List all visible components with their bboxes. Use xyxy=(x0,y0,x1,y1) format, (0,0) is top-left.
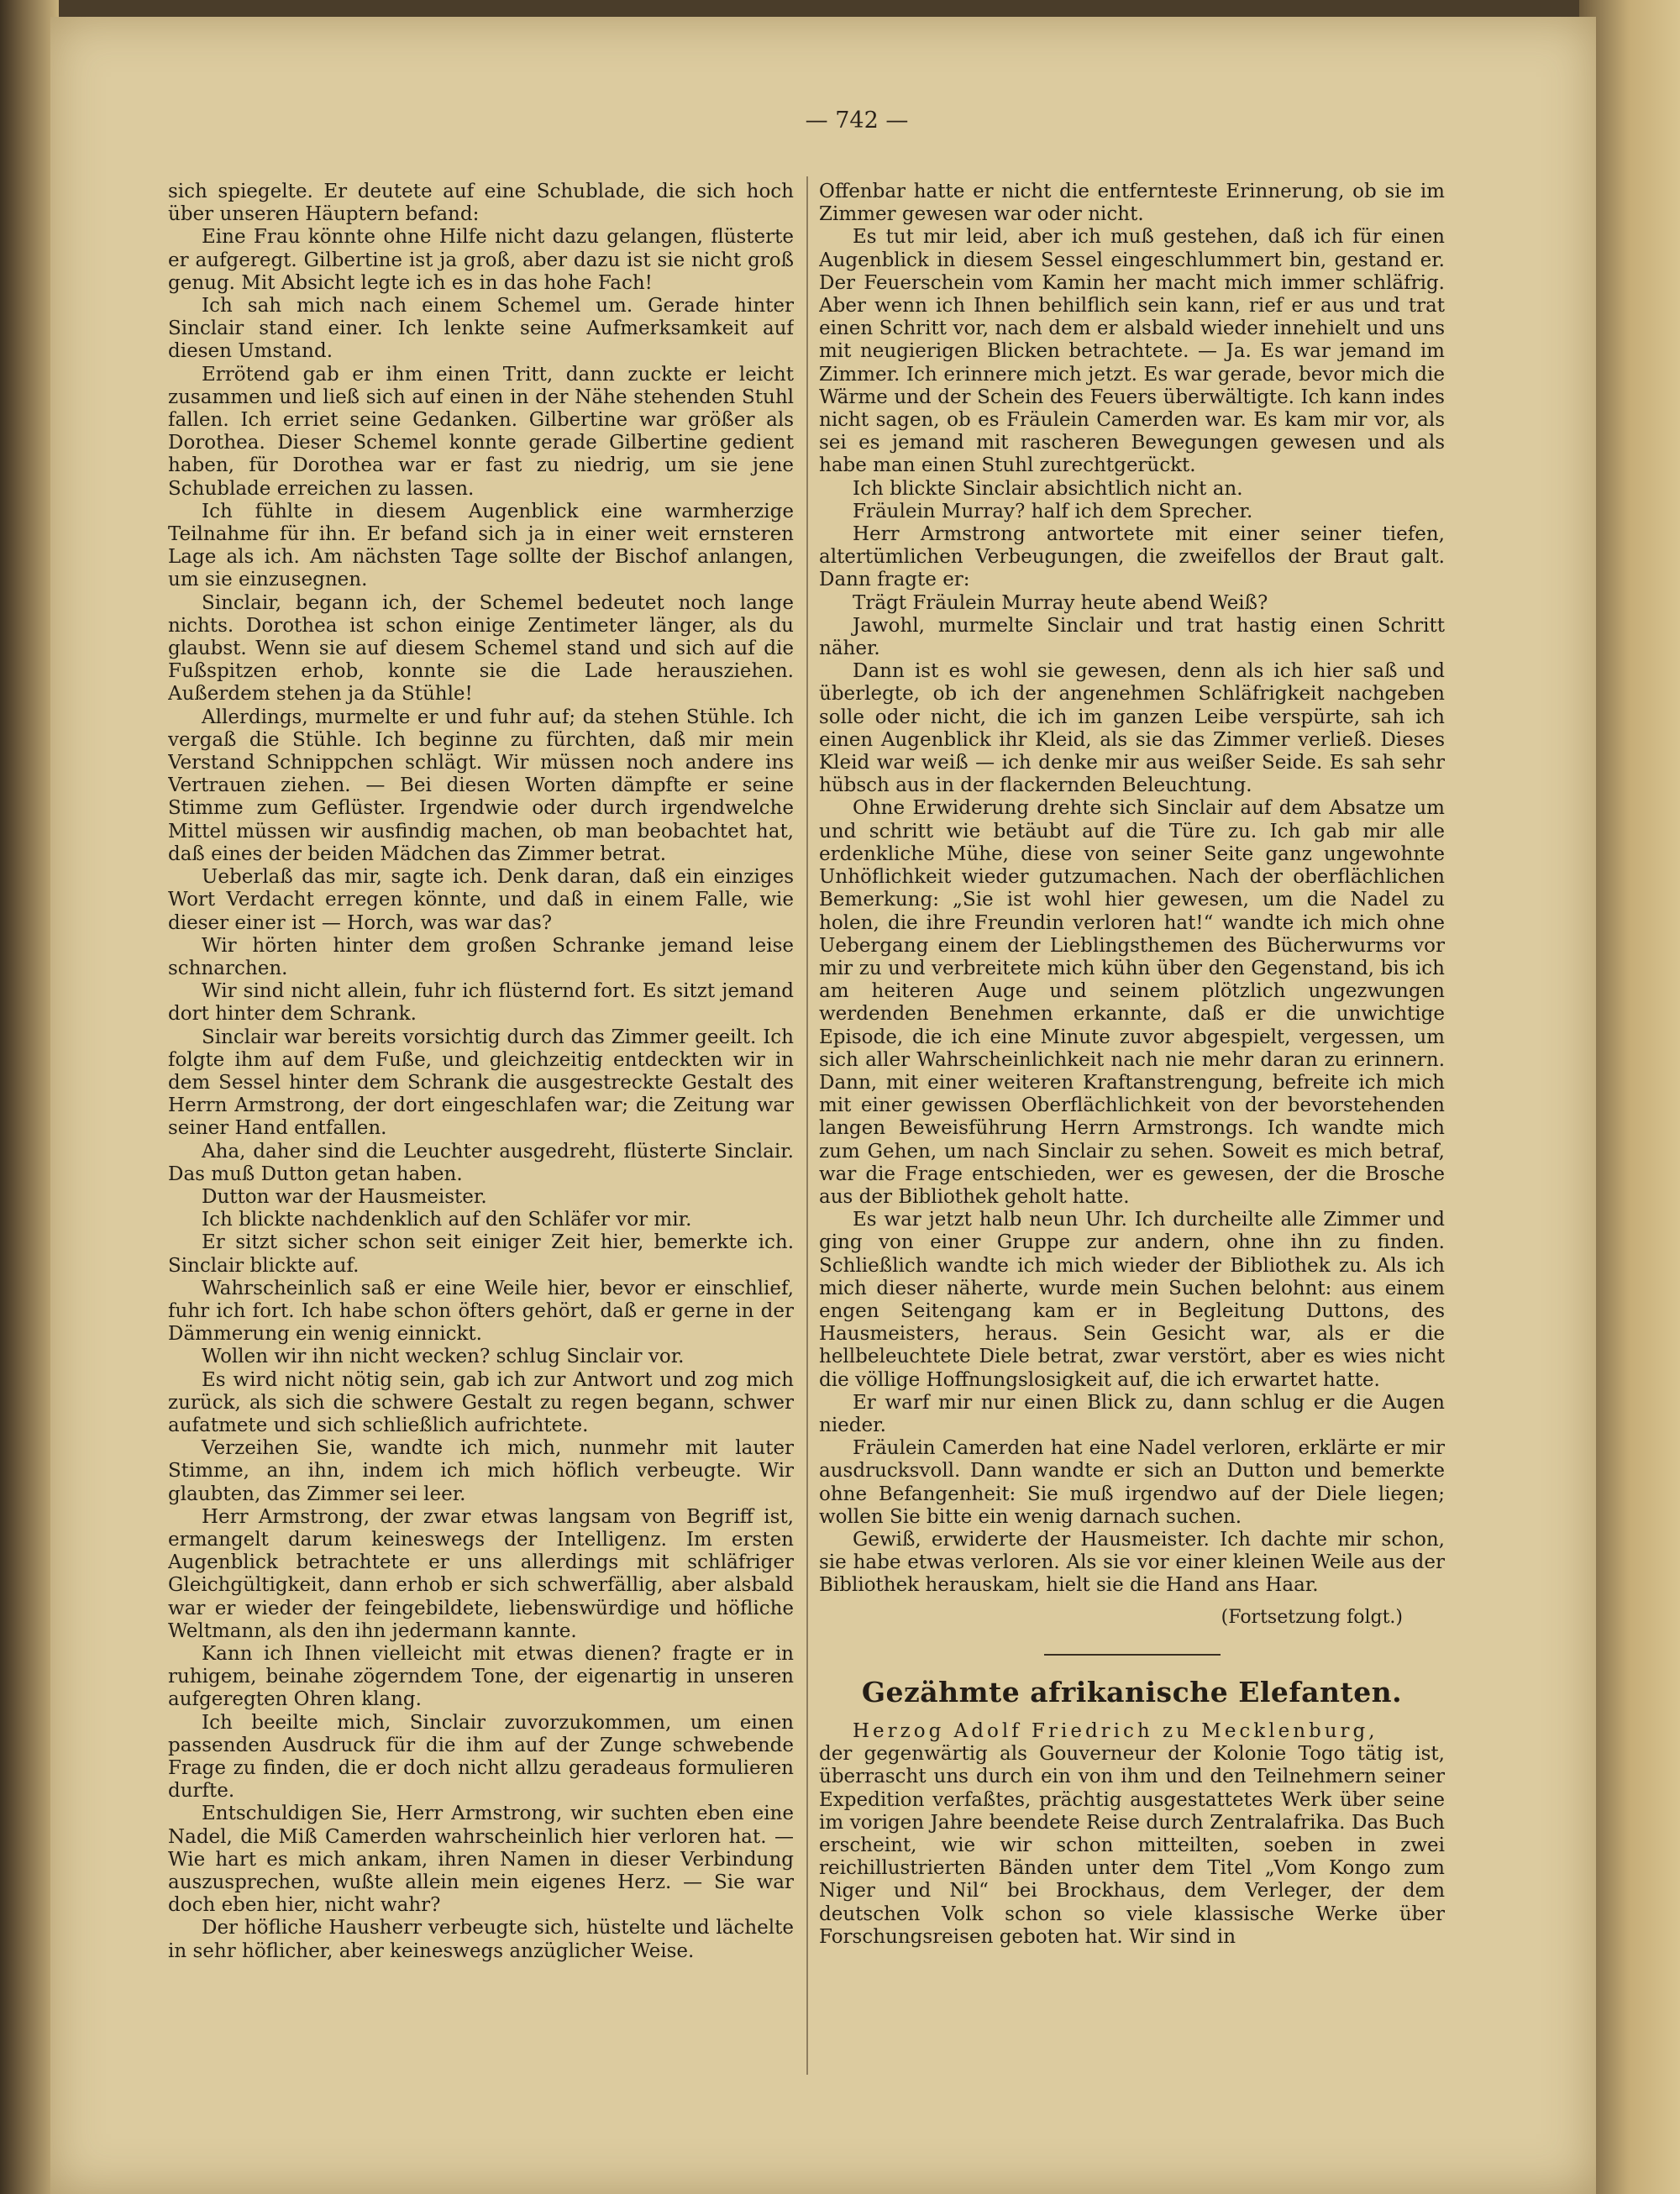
paragraph: Wir hörten hinter dem großen Schranke jemand leise schnarchen. xyxy=(168,934,794,979)
paragraph: Der höfliche Hausherr verbeugte sich, hüstelte und lächelte in sehr höflicher, aber keineswegs anzüglicher Weise. xyxy=(168,1917,794,1962)
paragraph: Er warf mir nur einen Blick zu, dann schlug er die Augen nieder. xyxy=(819,1391,1445,1436)
paragraph: Es wird nicht nötig sein, gab ich zur Antwort und zog mich zurück, als sich die schwere Gestalt zu regen begann, schwer aufatmete und sich schließlich aufrichtete. xyxy=(168,1368,794,1436)
paragraph: sich spiegelte. Er deutete auf eine Schublade, die sich hoch über unseren Häuptern befand: xyxy=(168,181,794,226)
paragraph: Fräulein Murray? half ich dem Sprecher. xyxy=(853,500,1253,522)
paragraph: Ohne Erwiderung drehte sich Sinclair auf dem Absatze um und schritt wie betäubt auf die Türe zu. Ich gab mir alle erdenkliche Mühe, diese von seiner Seite ganz ungewohnte Unhöflichkeit wieder gutzumachen. Nach der oberflächlichen Bemerkung: „Sie ist wohl hier gewesen, um die Nadel zu holen, die ihre Freundin verloren hat!“ wandte ich mich ohne Uebergang einem der Lieblingsthemen des Bücherwurms vor mir zu und verbreitete mich kühn über den Gegenstand, bis ich am heiteren Auge und seinem plötzlich ungezwungen werdenden Benehmen erkannte, daß er die unwichtige Episode, die ich eine Minute zuvor abgespielt, vergessen, um sich aller Wahrscheinlichkeit nach nie mehr daran zu erinnern. Dann, mit einer weiteren Kraftanstrengung, befreite ich mich mit einer gewissen Oberflächlichkeit von der bevorstehenden langen Beweisführung Herrn Armstrongs. Ich wandte mich zum Gehen, um nach Sinclair zu sehen. Soweit es mich betraf, war die Frage entschieden, wer es gewesen, der die Brosche aus der Bibliothek geholt hatte. xyxy=(819,797,1445,1208)
paragraph: Sinclair, begann ich, der Schemel bedeutet noch lange nichts. Dorothea ist schon einige Zentimeter länger, als du glaubst. Wenn sie auf diesem Schemel stand und sich auf die Fußspitzen erhob, konnte sie die Lade herausziehen. Außerdem stehen ja da Stühle! xyxy=(168,591,794,706)
paragraph: Ich blickte nachdenklich auf den Schläfer vor mir. xyxy=(202,1209,692,1231)
paragraph: Eine Frau könnte ohne Hilfe nicht dazu gelangen, flüsterte er aufgeregt. Gilbertine ist ja groß, aber dazu ist sie nicht groß genug. Mit Absicht legte ich es in das hohe Fach! xyxy=(168,226,794,294)
paragraph: Kann ich Ihnen vielleicht mit etwas dienen? fragte er in ruhigem, beinahe zögerndem Tone, der eigenartig in unseren aufgeregten Ohren klang. xyxy=(168,1643,794,1711)
paragraph: Fräulein Camerden hat eine Nadel verloren, erklärte er mir ausdrucksvoll. Dann wandte er sich an Dutton und bemerkte ohne Befangenheit: Sie muß irgendwo auf der Diele liegen; wollen Sie bitte ein wenig darnach suchen. xyxy=(819,1437,1445,1528)
section-divider xyxy=(1044,1654,1221,1656)
paragraph: Wollen wir ihn nicht wecken? schlug Sinclair vor. xyxy=(202,1346,685,1368)
paragraph: Entschuldigen Sie, Herr Armstrong, wir suchten eben eine Nadel, die Miß Camerden wahrscheinlich hier verloren hat. — Wie hart es mich ankam, ihren Namen in dieser Verbindung auszusprechen, wußte allein mein eigenes Herz. — Sie war doch eben hier, nicht wahr? xyxy=(168,1803,794,1917)
paragraph: Sinclair war bereits vorsichtig durch das Zimmer geeilt. Ich folgte ihm auf dem Fuße, und gleichzeitig entdeckten wir in dem Sessel hinter dem Schrank die ausgestreckte Gestalt des Herrn Armstrong, der dort eingeschlafen war; die Zeitung war seiner Hand entfallen. xyxy=(168,1026,794,1140)
paragraph: Dutton war der Hausmeister. xyxy=(202,1185,487,1208)
article-text: der gegenwärtig als Gouverneur der Kolonie Togo tätig ist, überrascht uns durch ein von ihm und den Teilnehmern seiner Expedition verfaßtes, prächtig ausgestattetes Werk über seine im vorigen Jahre beendete Reise durch Zentralafrika. Das Buch erscheint, wie wir schon mitteilten, soeben in zwei reichillustrierten Bänden unter dem Titel „Vom Kongo zum Niger und Nil“ bei Brockhaus, dem Verleger, der dem deutschen Volk schon so viele klassische Werke über Forschungsreisen geboten hat. Wir sind in xyxy=(819,1743,1445,1948)
paragraph: Ich fühlte in diesem Augenblick eine warmherzige Teilnahme für ihn. Er befand sich ja in einer weit ernsteren Lage als ich. Am nächsten Tage sollte der Bischof anlangen, um sie einzusegnen. xyxy=(168,500,794,591)
paragraph: Verzeihen Sie, wandte ich mich, nunmehr mit lauter Stimme, an ihn, indem ich mich höflich verbeugte. Wir glaubten, das Zimmer sei leer. xyxy=(168,1437,794,1505)
paragraph: Jawohl, murmelte Sinclair und trat hastig einen Schritt näher. xyxy=(819,614,1445,660)
column-divider xyxy=(806,176,808,2075)
paragraph: Ich blickte Sinclair absichtlich nicht an. xyxy=(853,477,1243,500)
paragraph: Es war jetzt halb neun Uhr. Ich durcheilte alle Zimmer und ging von einer Gruppe zur andern, ohne ihn zu finden. Schließlich wandte ich mich wieder der Bibliothek zu. Als ich mich dieser näherte, wurde mein Suchen belohnt: aus einem engen Seitengang kam er in Begleitung Duttons, des Hausmeisters, heraus. Sein Gesicht war, als er die hellbeleuchtete Diele betrat, zwar verstört, aber es wies nicht die völlige Hoffnungslosigkeit auf, die ich erwartet hatte. xyxy=(819,1209,1445,1391)
paragraph: Herr Armstrong antwortete mit einer seiner tiefen, altertümlichen Verbeugungen, die zweifellos der Braut galt. Dann fragte er: xyxy=(819,523,1445,591)
article-title: Gezähmte afrikanische Elefanten. xyxy=(861,1675,1403,1708)
paragraph: Ich beeilte mich, Sinclair zuvorzukommen, um einen passenden Ausdruck für die ihm auf der Zunge schwebende Frage zu finden, die er doch nicht allzu geradeaus formulieren durfte. xyxy=(168,1711,794,1803)
continued-note: (Fortsetzung folgt.) xyxy=(1221,1606,1403,1628)
paragraph: Ich sah mich nach einem Schemel um. Gerade hinter Sinclair stand einer. Ich lenkte seine Aufmerksamkeit auf diesen Umstand. xyxy=(168,295,794,363)
paragraph: Dann ist es wohl sie gewesen, denn als ich hier saß und überlegte, ob ich der angenehmen Schläfrigkeit nachgeben solle oder nicht, die ich im ganzen Leibe verspürte, sah ich einen Augenblick ihr Kleid, als sie das Zimmer verließ. Dieses Kleid war weiß — ich denke mir aus weißer Seide. Es sah sehr hübsch aus in der flackernden Beleuchtung. xyxy=(819,660,1445,797)
paragraph: Wahrscheinlich saß er eine Weile hier, bevor er einschlief, fuhr ich fort. Ich habe schon öfters gehört, daß er gerne in der Dämmerung ein wenig einnickt. xyxy=(168,1277,794,1346)
paragraph: Herr Armstrong, der zwar etwas langsam von Begriff ist, ermangelt darum keineswegs der Intelligenz. Im ersten Augenblick betrachtete er uns allerdings mit schläfriger Gleichgültigkeit, dann erhob er sich schwerfällig, aber alsbald war er wieder der feingebildete, liebenswürdige und höfliche Weltmann, als den ihn jedermann kannte. xyxy=(168,1505,794,1642)
paragraph: Trägt Fräulein Murray heute abend Weiß? xyxy=(853,591,1268,614)
paragraph: Aha, daher sind die Leuchter ausgedreht, flüsterte Sinclair. Das muß Dutton getan haben. xyxy=(168,1140,794,1185)
paragraph: Wir sind nicht allein, fuhr ich flüsternd fort. Es sitzt jemand dort hinter dem Schrank. xyxy=(168,980,794,1026)
paragraph: Offenbar hatte er nicht die entfernteste Erinnerung, ob sie im Zimmer gewesen war oder nicht. xyxy=(819,181,1445,226)
paragraph: Allerdings, murmelte er und fuhr auf; da stehen Stühle. Ich vergaß die Stühle. Ich beginne zu fürchten, daß mir mein Verstand Schnippchen schlägt. Wir müssen noch andere ins Vertrauen ziehen. — Bei diesen Worten dämpfte er seine Stimme zum Geflüster. Irgendwie oder durch irgendwelche Mittel müssen wir ausfindig machen, ob man beobachtet hat, daß eines der beiden Mädchen das Zimmer betrat. xyxy=(168,706,794,865)
paragraph: Errötend gab er ihm einen Tritt, dann zuckte er leicht zusammen und ließ sich auf einen in der Nähe stehenden Stuhl fallen. Ich erriet seine Gedanken. Gilbertine war größer als Dorothea. Dieser Schemel konnte gerade Gilbertine gedient haben, für Dorothea war er fast zu niedrig, um sie jene Schublade erreichen zu lassen. xyxy=(168,363,794,500)
page-number: — 742 — xyxy=(805,108,909,134)
paragraph: Es tut mir leid, aber ich muß gestehen, daß ich für einen Augenblick in diesem Sessel eingeschlummert bin, gestand er. Der Feuerschein vom Kamin her macht mich immer schläfrig. Aber wenn ich Ihnen behilflich sein kann, rief er aus und trat einen Schritt vor, nach dem er alsbald wieder innehielt und uns mit neugierigen Blicken betrachtete. — Ja. Es war jemand im Zimmer. Ich erinnere mich jetzt. Es war gerade, bevor mich die Wärme und der Schein des Feuers überwältigte. Ich kann indes nicht sagen, ob es Fräulein Camerden war. Es kam mir vor, als sei es jemand mit rascheren Bewegungen gewesen und als habe man einen Stuhl zurechtgerückt. xyxy=(819,226,1445,477)
paragraph: Ueberlaß das mir, sagte ich. Denk daran, daß ein einziges Wort Verdacht erregen könnte, und daß in einem Falle, wie dieser einer ist — Horch, was war das? xyxy=(168,866,794,934)
article-author: Herzog Adolf Friedrich zu Mecklenburg, xyxy=(853,1720,1378,1742)
paragraph: Gewiß, erwiderte der Hausmeister. Ich dachte mir schon, sie habe etwas verloren. Als sie vor einer kleinen Weile aus der Bibliothek herauskam, hielt sie die Hand ans Haar. xyxy=(819,1528,1445,1597)
right-column xyxy=(819,181,1445,2071)
left-column xyxy=(168,181,794,2071)
paragraph: Er sitzt sicher schon seit einiger Zeit hier, bemerkte ich. Sinclair blickte auf. xyxy=(168,1231,794,1277)
